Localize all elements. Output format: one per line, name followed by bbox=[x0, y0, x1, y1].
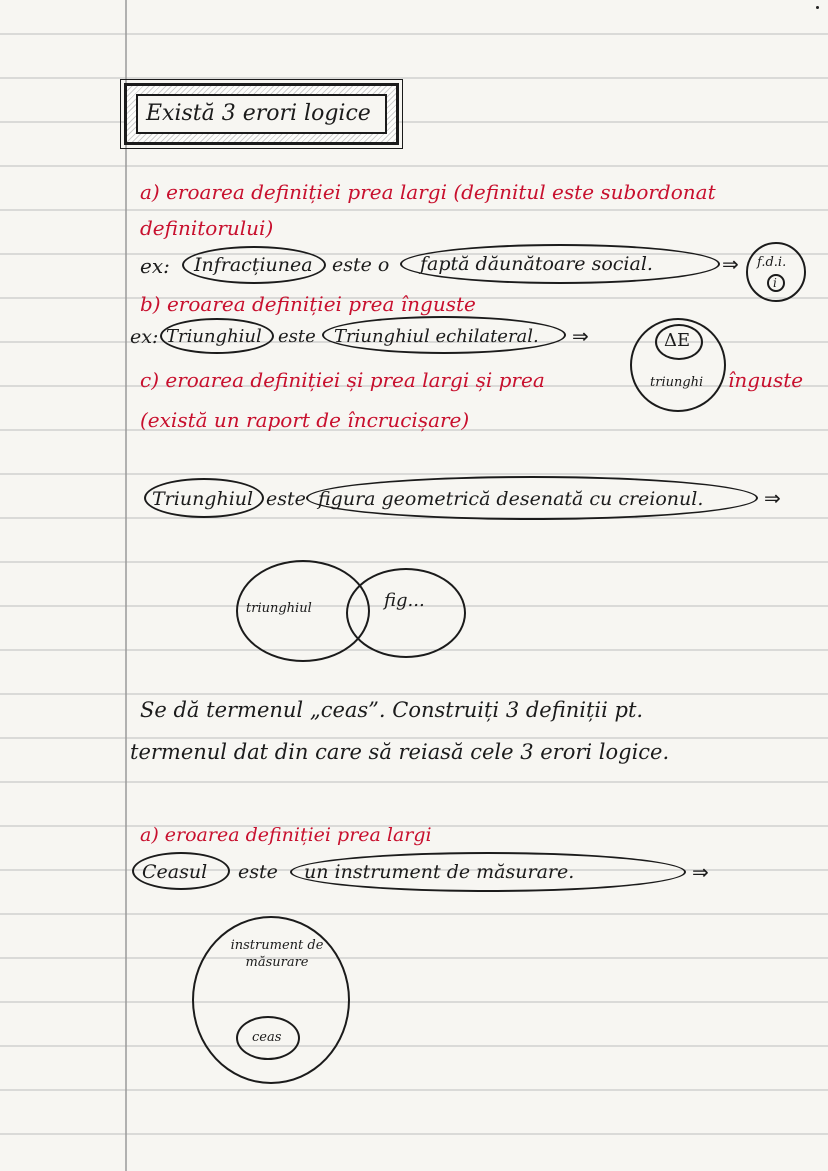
section-a-example-prefix: ex: bbox=[140, 254, 170, 278]
section-a-copula: este o bbox=[332, 254, 390, 276]
section-c-label-start: c) eroarea definiției și prea largi și prea bbox=[140, 368, 545, 392]
section-b-copula: este bbox=[278, 326, 316, 347]
implies-arrow-icon: ⇒ bbox=[722, 252, 739, 276]
implies-arrow-icon: ⇒ bbox=[764, 486, 781, 510]
implies-arrow-icon: ⇒ bbox=[572, 324, 589, 348]
ink-mark bbox=[816, 6, 819, 9]
answer-a-definiens: un instrument de măsurare. bbox=[304, 861, 575, 883]
section-c-label-end: înguste bbox=[728, 368, 804, 392]
section-a-symbol: f.d.i. bbox=[757, 255, 787, 270]
section-a-label-cont: definitorului) bbox=[140, 216, 274, 240]
section-b-label: b) eroarea definiției prea înguste bbox=[140, 292, 476, 316]
section-a-definiens: faptă dăunătoare social. bbox=[420, 253, 653, 275]
answer-a-outer: instrument de măsurare bbox=[230, 938, 324, 970]
venn-circle-outer bbox=[746, 242, 806, 302]
section-a-symbol-sub: i bbox=[773, 276, 777, 290]
section-c-copula: este bbox=[266, 488, 306, 510]
section-b-definiens: Triunghiul echilateral. bbox=[334, 326, 539, 347]
section-b-term: Triunghiul bbox=[166, 326, 262, 347]
venn-circle-right bbox=[346, 568, 466, 658]
answer-a-copula: este bbox=[238, 861, 278, 883]
section-c-definiens: figura geometrică desenată cu creionul. bbox=[318, 488, 704, 510]
section-b-outer: triunghi bbox=[650, 375, 704, 390]
section-c-term: Triunghiul bbox=[152, 488, 254, 510]
venn-left-label: triunghiul bbox=[246, 601, 312, 616]
section-a-term: Infracțiunea bbox=[194, 254, 313, 276]
venn-right-label: fig... bbox=[384, 590, 425, 611]
page-title: Există 3 erori logice bbox=[146, 101, 371, 126]
section-b-example-prefix: ex: bbox=[130, 326, 159, 348]
answer-a-term: Ceasul bbox=[142, 861, 208, 883]
section-b-inner: ΔE bbox=[664, 330, 691, 351]
section-c-label-cont: (există un raport de încrucișare) bbox=[140, 408, 470, 432]
answer-a-inner: ceas bbox=[252, 1030, 282, 1045]
answer-a-label: a) eroarea definiției prea largi bbox=[140, 824, 432, 846]
implies-arrow-icon: ⇒ bbox=[692, 860, 709, 884]
section-a-label: a) eroarea definiției prea largi (definitul este subordonat bbox=[140, 180, 716, 204]
exercise-line-1: Se dă termenul „ceas”. Construiți 3 definiții pt. bbox=[140, 698, 644, 722]
exercise-line-2: termenul dat din care să reiasă cele 3 erori logice. bbox=[130, 740, 670, 764]
